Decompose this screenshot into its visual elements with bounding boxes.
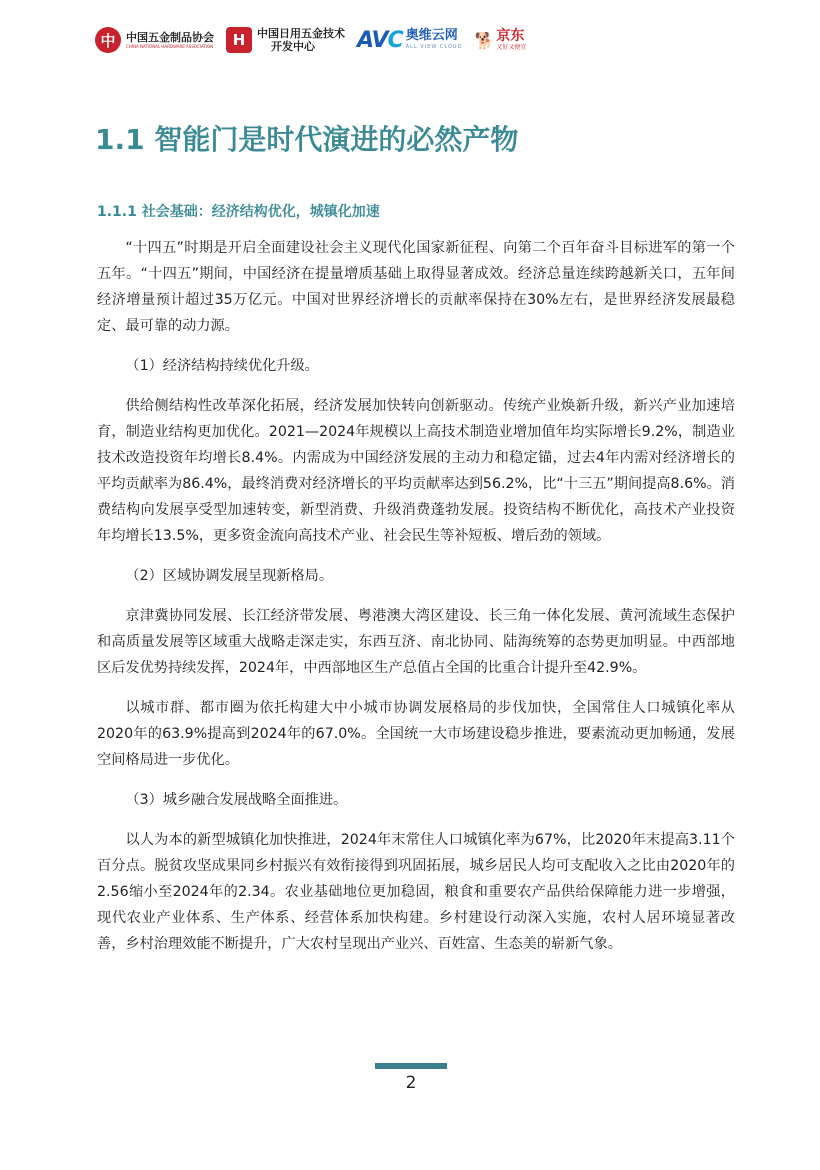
page-number: 2 <box>405 1073 417 1093</box>
paragraph-regional-strategy: 京津冀协同发展、长江经济带发展、粤港澳大湾区建设、长三角一体化发展、黄河流域生态保护和高质量发展等区域重大战略走深走实，东西互济、南北协同、陆海统筹的态势更加明显。中西部地区后发优势持续发挥，2024年，中西部地区生产总值占全国的比重合计提升至42.9%。 <box>97 608 735 676</box>
hardware-association-name: 中国五金制品协会 <box>126 30 214 44</box>
jd-slogan: 又好又便宜 <box>496 43 527 51</box>
hardware-association-subtitle: CHINA NATIONAL HARDWARE ASSOCIATION <box>126 43 214 49</box>
body-text <box>97 235 735 957</box>
avc-mark-icon: AVC <box>357 27 403 53</box>
paragraph-economic-structure: 供给侧结构性改革深化拓展，经济发展加快转向创新驱动。传统产业焕新升级，新兴产业加速培育，制造业结构更加优化。2021—2024年规模以上高技术制造业增加值年均实际增长9.2%，制造业技术改造投资年均增长8.4%。内需成为中国经济发展的主动力和稳定锚，过去4年内需对经济增长的平均贡献率为86.4%，最终消费对经济增长的平均贡献率达到56.2%，比“十三五”期间提高8.6%。消费结构向发展享受型加速转变，新型消费、升级消费蓬勃发展。投资结构不断优化，高技术产业投资年均增长13.5%，更多资金流向高技术产业、社会民生等补短板、增后劲的领域。 <box>97 398 735 544</box>
hardware-association-emblem-icon: 中 <box>95 27 121 53</box>
subheading-urban-rural: （3）城乡融合发展战略全面推进。 <box>125 792 348 808</box>
subheading-regional-development: （2）区域协调发展呈现新格局。 <box>125 568 334 584</box>
hardware-center-name-line2: 开发中心 <box>271 40 315 53</box>
paragraph-intro: “十四五”时期是开启全面建设社会主义现代化国家新征程、向第二个百年奋斗目标进军的第一个五年。“十四五”期间，中国经济在提量增质基础上取得显著成效。经济总量连续跨越新关口，五年间经济增量预计超过35万亿元。中国对世界经济增长的贡献率保持在30%左右，是世界经济发展最稳定、最可靠的动力源。 <box>97 240 735 334</box>
hardware-center-emblem-icon: H <box>226 27 252 53</box>
hardware-center-name-line1: 中国日用五金技术 <box>257 27 345 40</box>
footer-bar <box>375 1063 447 1069</box>
header-logos <box>95 20 538 60</box>
paragraph-urbanization: 以城市群、都市圈为依托构建大中小城市协调发展格局的步伐加快，全国常住人口城镇化率从2020年的63.9%提高到2024年的67.0%。全国统一大市场建设稳步推进，要素流动更加畅通，发展空间格局进一步优化。 <box>97 700 735 768</box>
jd-logo <box>474 29 526 52</box>
subheading-economic-structure: （1）经济结构持续优化升级。 <box>125 358 319 374</box>
section-title: 1.1 智能门是时代演进的必然产物 <box>95 123 519 156</box>
avc-logo <box>357 28 462 53</box>
hardware-association-logo <box>95 27 214 53</box>
paragraph-urban-rural: 以人为本的新型城镇化加快推进，2024年末常住人口城镇化率为67%，比2020年末提高3.11个百分点。脱贫攻坚成果同乡村振兴有效衔接得到巩固拓展，城乡居民人均可支配收入之比由2020年的2.56缩小至2024年的2.34。农业基础地位更加稳固，粮食和重要农产品供给保障能力进一步增强，现代农业产业体系、生产体系、经营体系加快构建。乡村建设行动深入实施，农村人居环境显著改善，乡村治理效能不断提升，广大农村呈现出产业兴、百姓富、生态美的崭新气象。 <box>97 832 735 952</box>
subsection-title: 1.1.1 社会基础：经济结构优化，城镇化加速 <box>97 204 380 220</box>
hardware-center-logo <box>226 27 345 53</box>
avc-subtitle: ALL VIEW CLOUD <box>405 44 463 50</box>
jd-dog-icon: 🐕 <box>474 30 495 50</box>
jd-name: 京东 <box>496 27 525 44</box>
avc-name: 奥维云网 <box>405 28 458 43</box>
